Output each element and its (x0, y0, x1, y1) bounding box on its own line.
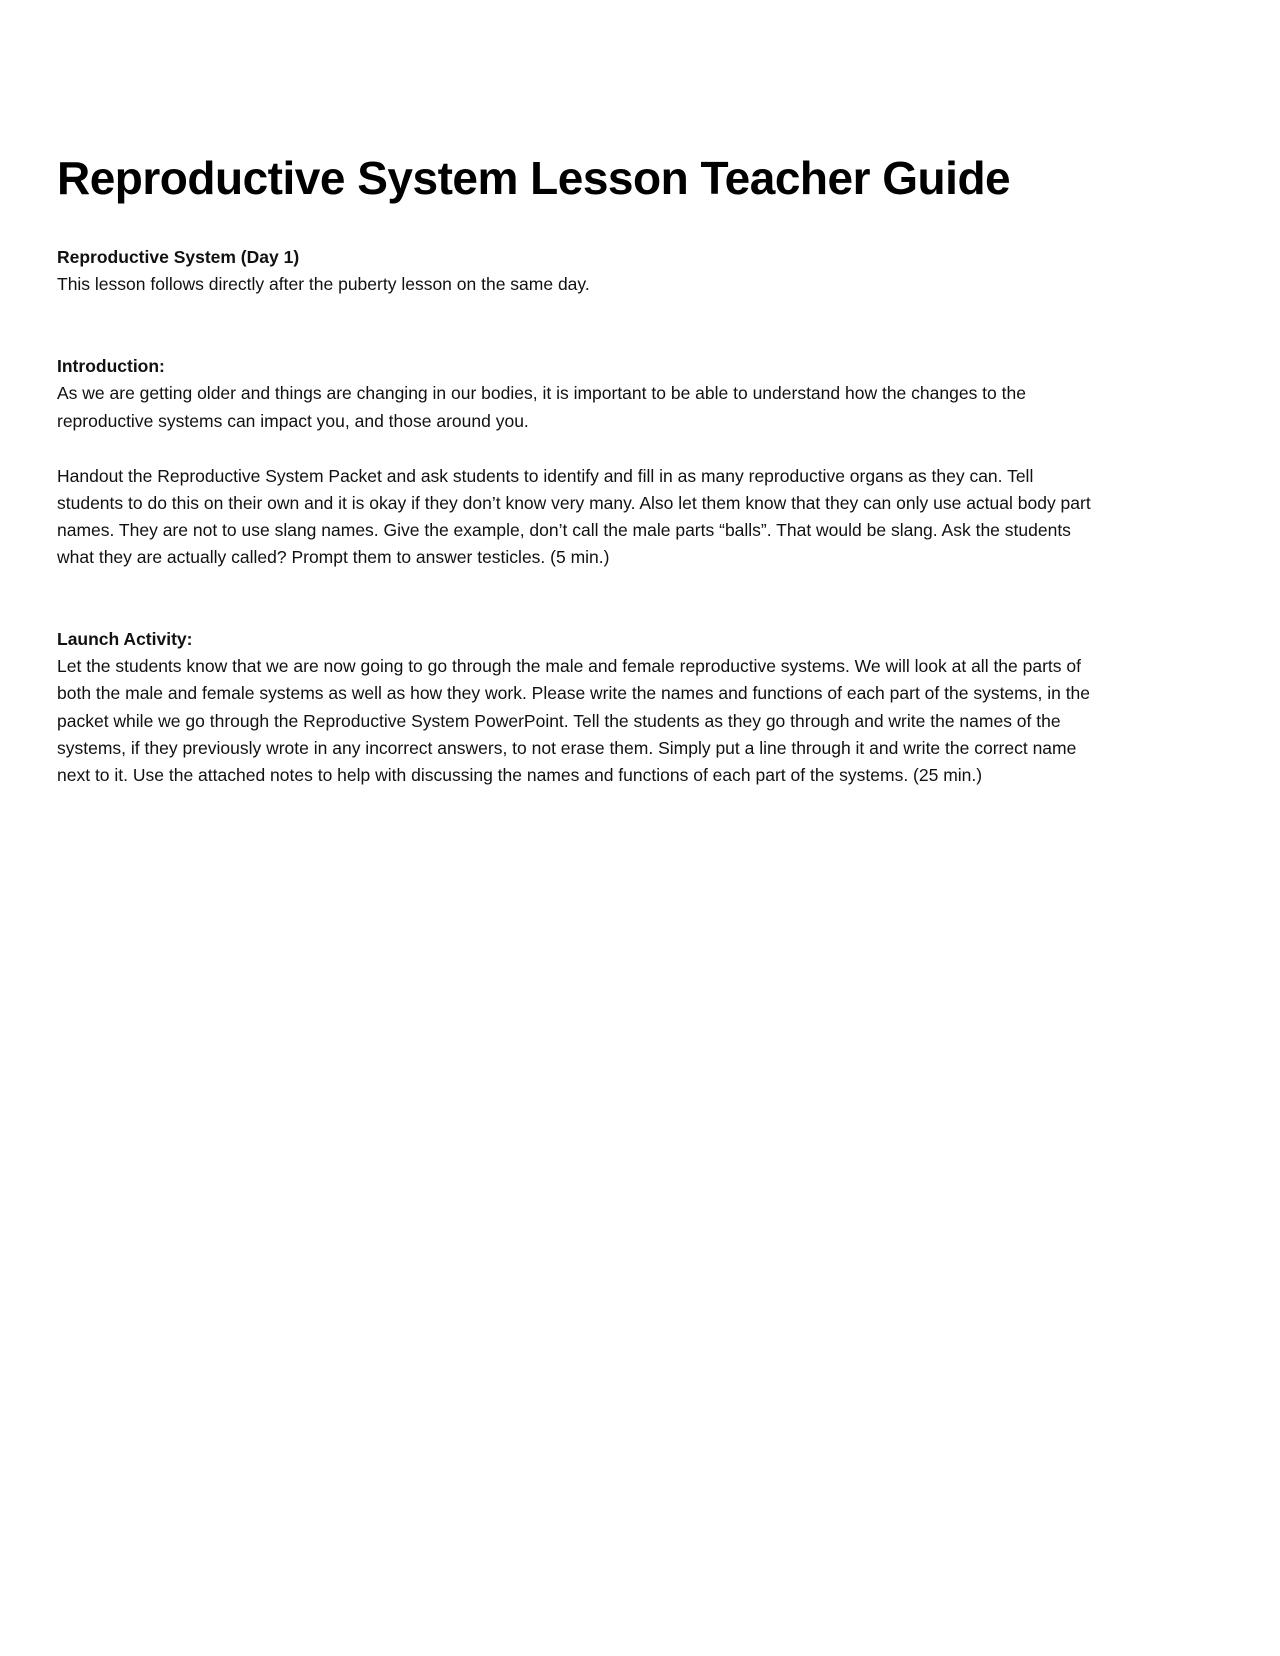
section-spacer (57, 326, 1160, 353)
paragraph: As we are getting older and things are changing in our bodies, it is important to be able to understand how the changes to the reproductive systems can impact you, and those around you. (57, 383, 1026, 431)
paragraph: Let the students know that we are now going to go through the male and female reproductive systems. We will look at all the parts of both the male and female systems as well as how they work. Please write the names and functions of each part of the systems, in the packet while we go through the Reproductive System PowerPoint. Tell the students as they go through and write the names of the systems, if they previously wrote in any incorrect answers, to not erase them. Simply put a line through it and write the correct name next to it. Use the attached notes to help with discussing the names and functions of each part of the systems. (25 min.) (57, 656, 1091, 785)
section-heading-launch-activity: Launch Activity: (57, 629, 193, 650)
paragraph: This lesson follows directly after the puberty lesson on the same day. (57, 274, 590, 295)
section-launch-activity (57, 626, 1160, 789)
section-introduction (57, 353, 1160, 571)
section-day1 (57, 244, 1160, 298)
section-spacer (57, 599, 1160, 626)
section-heading-day1: Reproductive System (Day 1) (57, 247, 300, 268)
document-title: Reproductive System Lesson Teacher Guide (57, 152, 1011, 204)
paragraph: Handout the Reproductive System Packet and ask students to identify and fill in as many reproductive organs as they can. Tell students to do this on their own and it is okay if they don’t know very many. Also let them know that they can only use actual body part names. They are not to use slang names. Give the example, don’t call the male parts “balls”. That would be slang. Ask the students what they are actually called? Prompt them to answer testicles. (5 min.) (57, 465, 1091, 568)
section-heading-introduction: Introduction: (57, 356, 165, 377)
